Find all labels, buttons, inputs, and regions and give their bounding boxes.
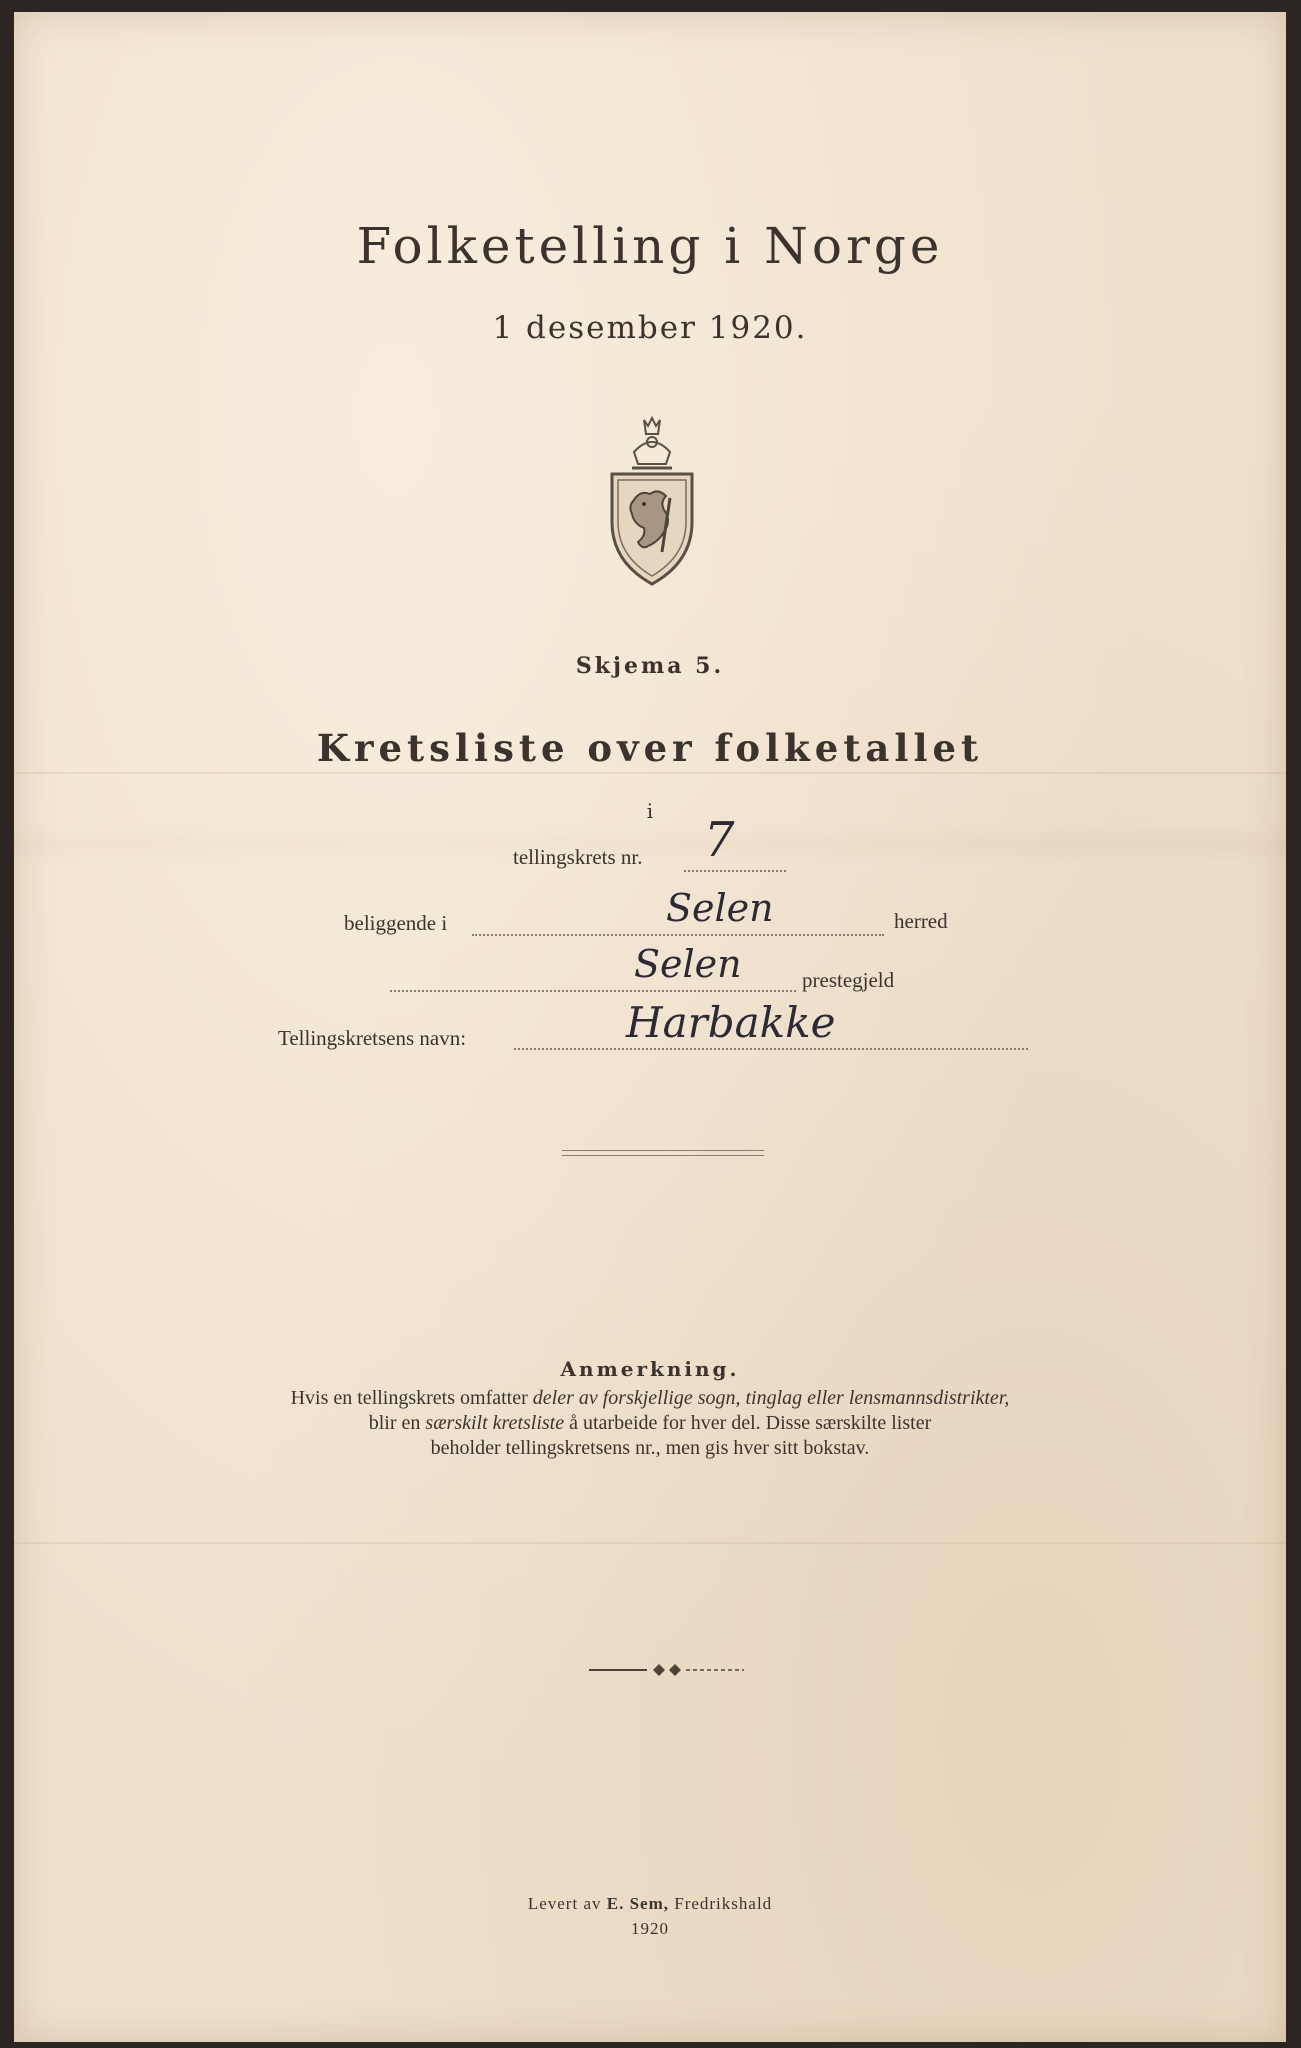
- note-line-1-italic: deler av forskjellige sogn, tinglag eller lensmannsdistrikter,: [532, 1387, 1010, 1409]
- note-line-1: [14, 1387, 1286, 1410]
- municipality-value: Selen: [666, 886, 774, 930]
- district-name-label: Tellingskretsens navn:: [278, 1026, 467, 1050]
- parish-value: Selen: [634, 942, 742, 986]
- printer-name: E. Sem,: [606, 1894, 669, 1913]
- census-date: 1 desember 1920.: [492, 310, 808, 346]
- municipality-line: [472, 934, 884, 936]
- note-line-2-italic: særskilt kretsliste: [425, 1412, 565, 1434]
- district-number-value: 7: [704, 812, 735, 868]
- district-name-line: [514, 1048, 1028, 1050]
- district-number-line: [684, 870, 786, 872]
- printer-credit: [14, 1894, 1286, 1914]
- norwegian-coat-of-arms-icon: [604, 412, 700, 588]
- note-line-2: [14, 1412, 1286, 1435]
- note-line-3: beholder tellingskretsens nr., men gis hver sitt bokstav.: [430, 1437, 870, 1459]
- section-divider: [562, 1150, 764, 1156]
- note-heading: Anmerkning.: [560, 1357, 740, 1381]
- schema-number: Skjema 5.: [575, 653, 725, 679]
- paper-fold-line: [14, 772, 1286, 774]
- form-subtitle: Kretsliste over folketallet: [316, 726, 984, 770]
- preposition-i: i: [646, 799, 654, 823]
- district-name-value: Harbakke: [626, 998, 836, 1047]
- district-number-label: tellingskrets nr.: [513, 845, 643, 869]
- note-line-1-plain: Hvis en tellingskrets omfatter: [290, 1387, 533, 1409]
- note-line-2-plain-b: å utarbeide for hver del. Disse særskilte lister: [564, 1412, 932, 1434]
- census-form-page: [14, 12, 1286, 2042]
- page-title: Folketelling i Norge: [356, 217, 944, 275]
- municipality-suffix-label: herred: [894, 909, 948, 933]
- parish-suffix-label: prestegjeld: [802, 968, 895, 992]
- location-prefix-label: beliggende i: [344, 911, 448, 935]
- parish-line: [390, 990, 796, 992]
- ornament-divider-icon: [589, 1660, 744, 1680]
- print-year: 1920: [631, 1919, 669, 1938]
- paper-fold-line: [14, 1542, 1286, 1544]
- note-line-2-plain-a: blir en: [368, 1412, 426, 1434]
- printer-credit-prefix: Levert av: [527, 1894, 607, 1913]
- printer-city: Fredrikshald: [668, 1894, 773, 1913]
